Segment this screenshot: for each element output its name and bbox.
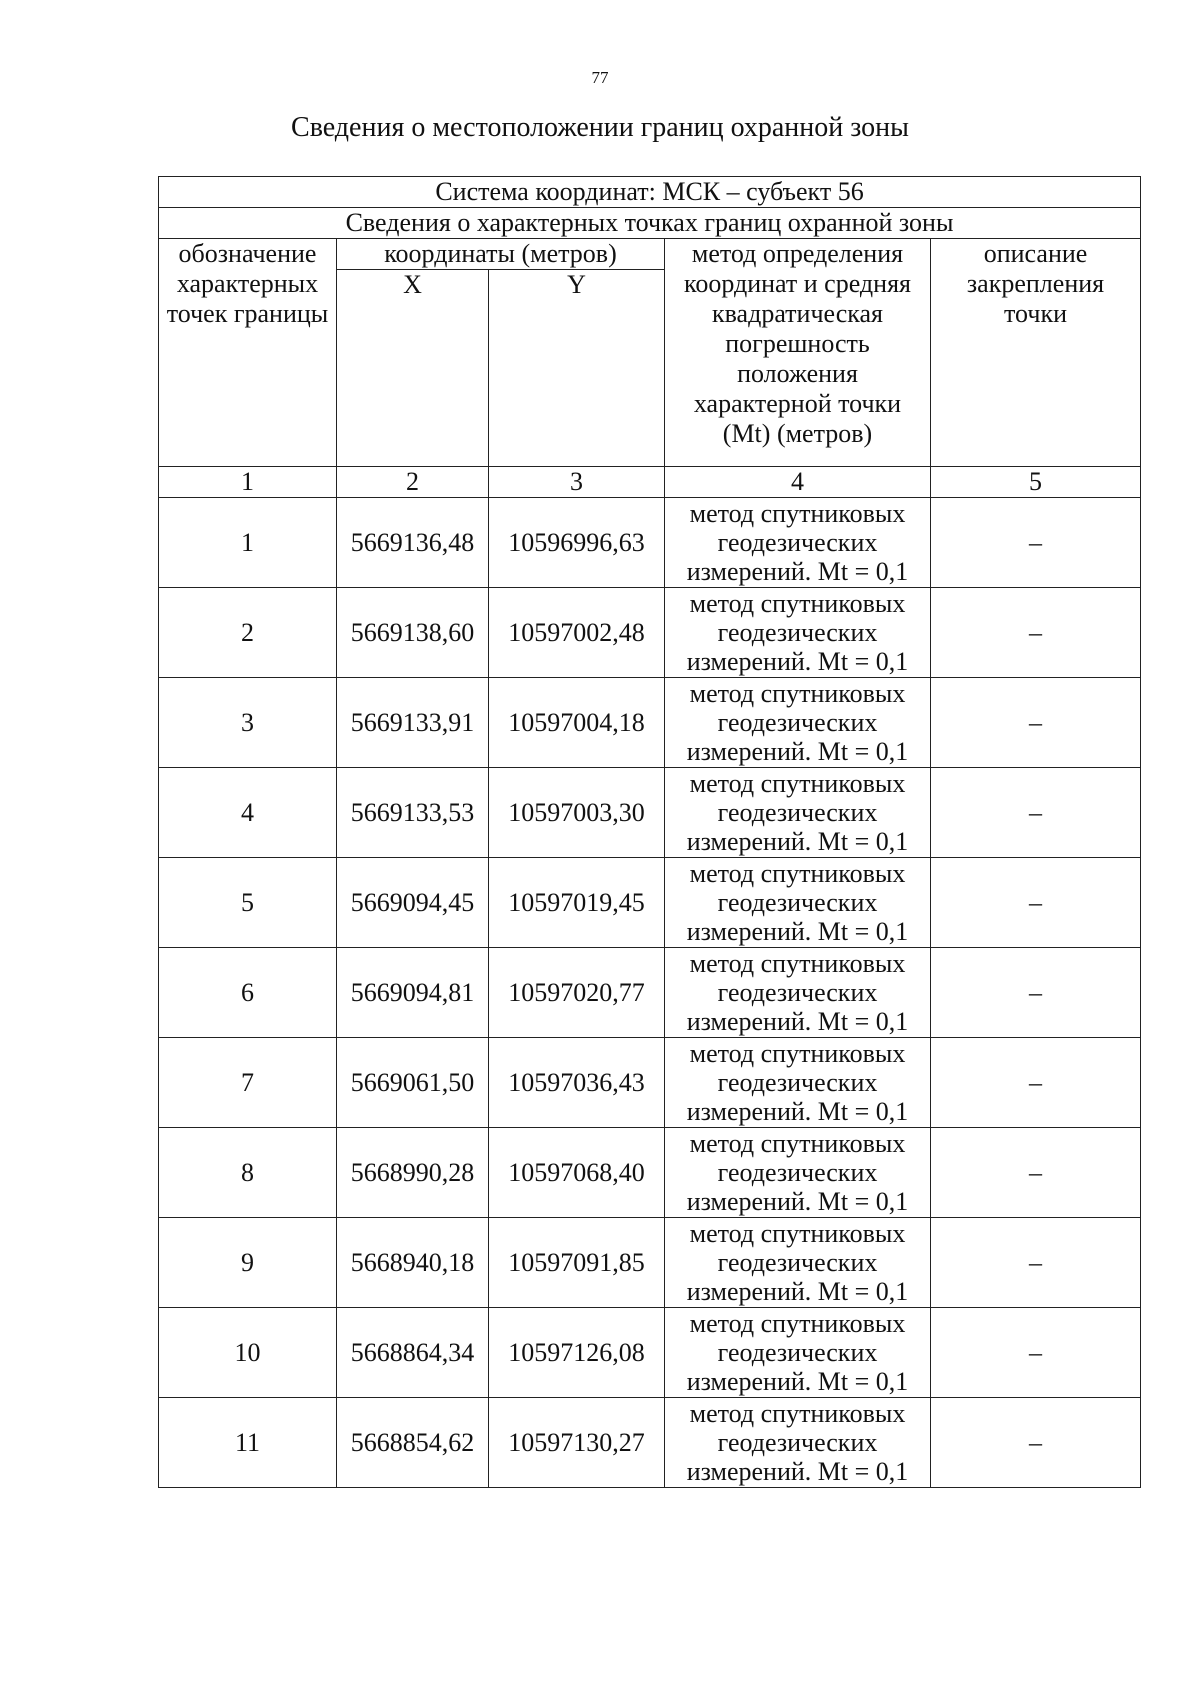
point-cell: 5 — [159, 858, 337, 948]
method-cell: метод спутниковых геодезических измерений. Mt = 0,1 — [665, 1038, 931, 1128]
x-coordinate-cell: 5668940,18 — [337, 1218, 489, 1308]
description-cell: – — [931, 1218, 1141, 1308]
header-method: метод определения координат и средняя квадратическая погрешность положения характерной точки (Mt) (метров) — [665, 239, 931, 467]
y-coordinate-cell: 10597004,18 — [489, 678, 665, 768]
point-cell: 3 — [159, 678, 337, 768]
x-coordinate-cell: 5669138,60 — [337, 588, 489, 678]
coordinate-system-banner: Система координат: МСК – субъект 56 — [159, 177, 1141, 208]
table-row — [159, 1308, 1141, 1398]
header-y: Y — [489, 270, 665, 467]
table-row — [159, 858, 1141, 948]
column-number: 4 — [665, 467, 931, 498]
point-cell: 4 — [159, 768, 337, 858]
y-coordinate-cell: 10596996,63 — [489, 498, 665, 588]
y-coordinate-cell: 10597036,43 — [489, 1038, 665, 1128]
x-coordinate-cell: 5668854,62 — [337, 1398, 489, 1488]
table-row — [159, 948, 1141, 1038]
y-coordinate-cell: 10597126,08 — [489, 1308, 665, 1398]
page-number: 77 — [591, 68, 609, 87]
method-cell: метод спутниковых геодезических измерений. Mt = 0,1 — [665, 1128, 931, 1218]
table-row — [159, 1398, 1141, 1488]
table-row — [159, 588, 1141, 678]
method-cell: метод спутниковых геодезических измерений. Mt = 0,1 — [665, 768, 931, 858]
description-cell: – — [931, 1398, 1141, 1488]
description-cell: – — [931, 1308, 1141, 1398]
x-coordinate-cell: 5669094,45 — [337, 858, 489, 948]
x-coordinate-cell: 5669061,50 — [337, 1038, 489, 1128]
y-coordinate-cell: 10597002,48 — [489, 588, 665, 678]
x-coordinate-cell: 5668864,34 — [337, 1308, 489, 1398]
description-cell: – — [931, 768, 1141, 858]
boundary-points-table — [158, 176, 1141, 1488]
table-row — [159, 768, 1141, 858]
table-row — [159, 498, 1141, 588]
description-cell: – — [931, 678, 1141, 768]
method-cell: метод спутниковых геодезических измерений. Mt = 0,1 — [665, 588, 931, 678]
method-cell: метод спутниковых геодезических измерений. Mt = 0,1 — [665, 1218, 931, 1308]
header-coordinates: координаты (метров) — [337, 239, 665, 270]
header-x: X — [337, 270, 489, 467]
description-cell: – — [931, 1128, 1141, 1218]
column-number: 2 — [337, 467, 489, 498]
x-coordinate-cell: 5669133,91 — [337, 678, 489, 768]
x-coordinate-cell: 5669136,48 — [337, 498, 489, 588]
header-point-designation: обозначение характерных точек границы — [159, 239, 337, 467]
table-row — [159, 1128, 1141, 1218]
point-cell: 10 — [159, 1308, 337, 1398]
column-number: 3 — [489, 467, 665, 498]
x-coordinate-cell: 5669094,81 — [337, 948, 489, 1038]
column-number: 5 — [931, 467, 1141, 498]
point-cell: 11 — [159, 1398, 337, 1488]
y-coordinate-cell: 10597019,45 — [489, 858, 665, 948]
point-cell: 2 — [159, 588, 337, 678]
point-cell: 7 — [159, 1038, 337, 1128]
x-coordinate-cell: 5669133,53 — [337, 768, 489, 858]
description-cell: – — [931, 498, 1141, 588]
y-coordinate-cell: 10597068,40 — [489, 1128, 665, 1218]
method-cell: метод спутниковых геодезических измерений. Mt = 0,1 — [665, 948, 931, 1038]
y-coordinate-cell: 10597003,30 — [489, 768, 665, 858]
method-cell: метод спутниковых геодезических измерений. Mt = 0,1 — [665, 1308, 931, 1398]
table-row — [159, 1218, 1141, 1308]
header-description: описание закрепления точки — [931, 239, 1141, 467]
x-coordinate-cell: 5668990,28 — [337, 1128, 489, 1218]
description-cell: – — [931, 948, 1141, 1038]
point-cell: 6 — [159, 948, 337, 1038]
method-cell: метод спутниковых геодезических измерений. Mt = 0,1 — [665, 498, 931, 588]
description-cell: – — [931, 588, 1141, 678]
table-row — [159, 678, 1141, 768]
y-coordinate-cell: 10597020,77 — [489, 948, 665, 1038]
table-row — [159, 1038, 1141, 1128]
description-cell: – — [931, 1038, 1141, 1128]
y-coordinate-cell: 10597130,27 — [489, 1398, 665, 1488]
y-coordinate-cell: 10597091,85 — [489, 1218, 665, 1308]
point-cell: 1 — [159, 498, 337, 588]
column-number: 1 — [159, 467, 337, 498]
document-title: Сведения о местоположении границ охранной зоны — [291, 112, 909, 143]
section-title-banner: Сведения о характерных точках границ охранной зоны — [159, 208, 1141, 239]
method-cell: метод спутниковых геодезических измерений. Mt = 0,1 — [665, 1398, 931, 1488]
point-cell: 8 — [159, 1128, 337, 1218]
description-cell: – — [931, 858, 1141, 948]
method-cell: метод спутниковых геодезических измерений. Mt = 0,1 — [665, 858, 931, 948]
method-cell: метод спутниковых геодезических измерений. Mt = 0,1 — [665, 678, 931, 768]
point-cell: 9 — [159, 1218, 337, 1308]
